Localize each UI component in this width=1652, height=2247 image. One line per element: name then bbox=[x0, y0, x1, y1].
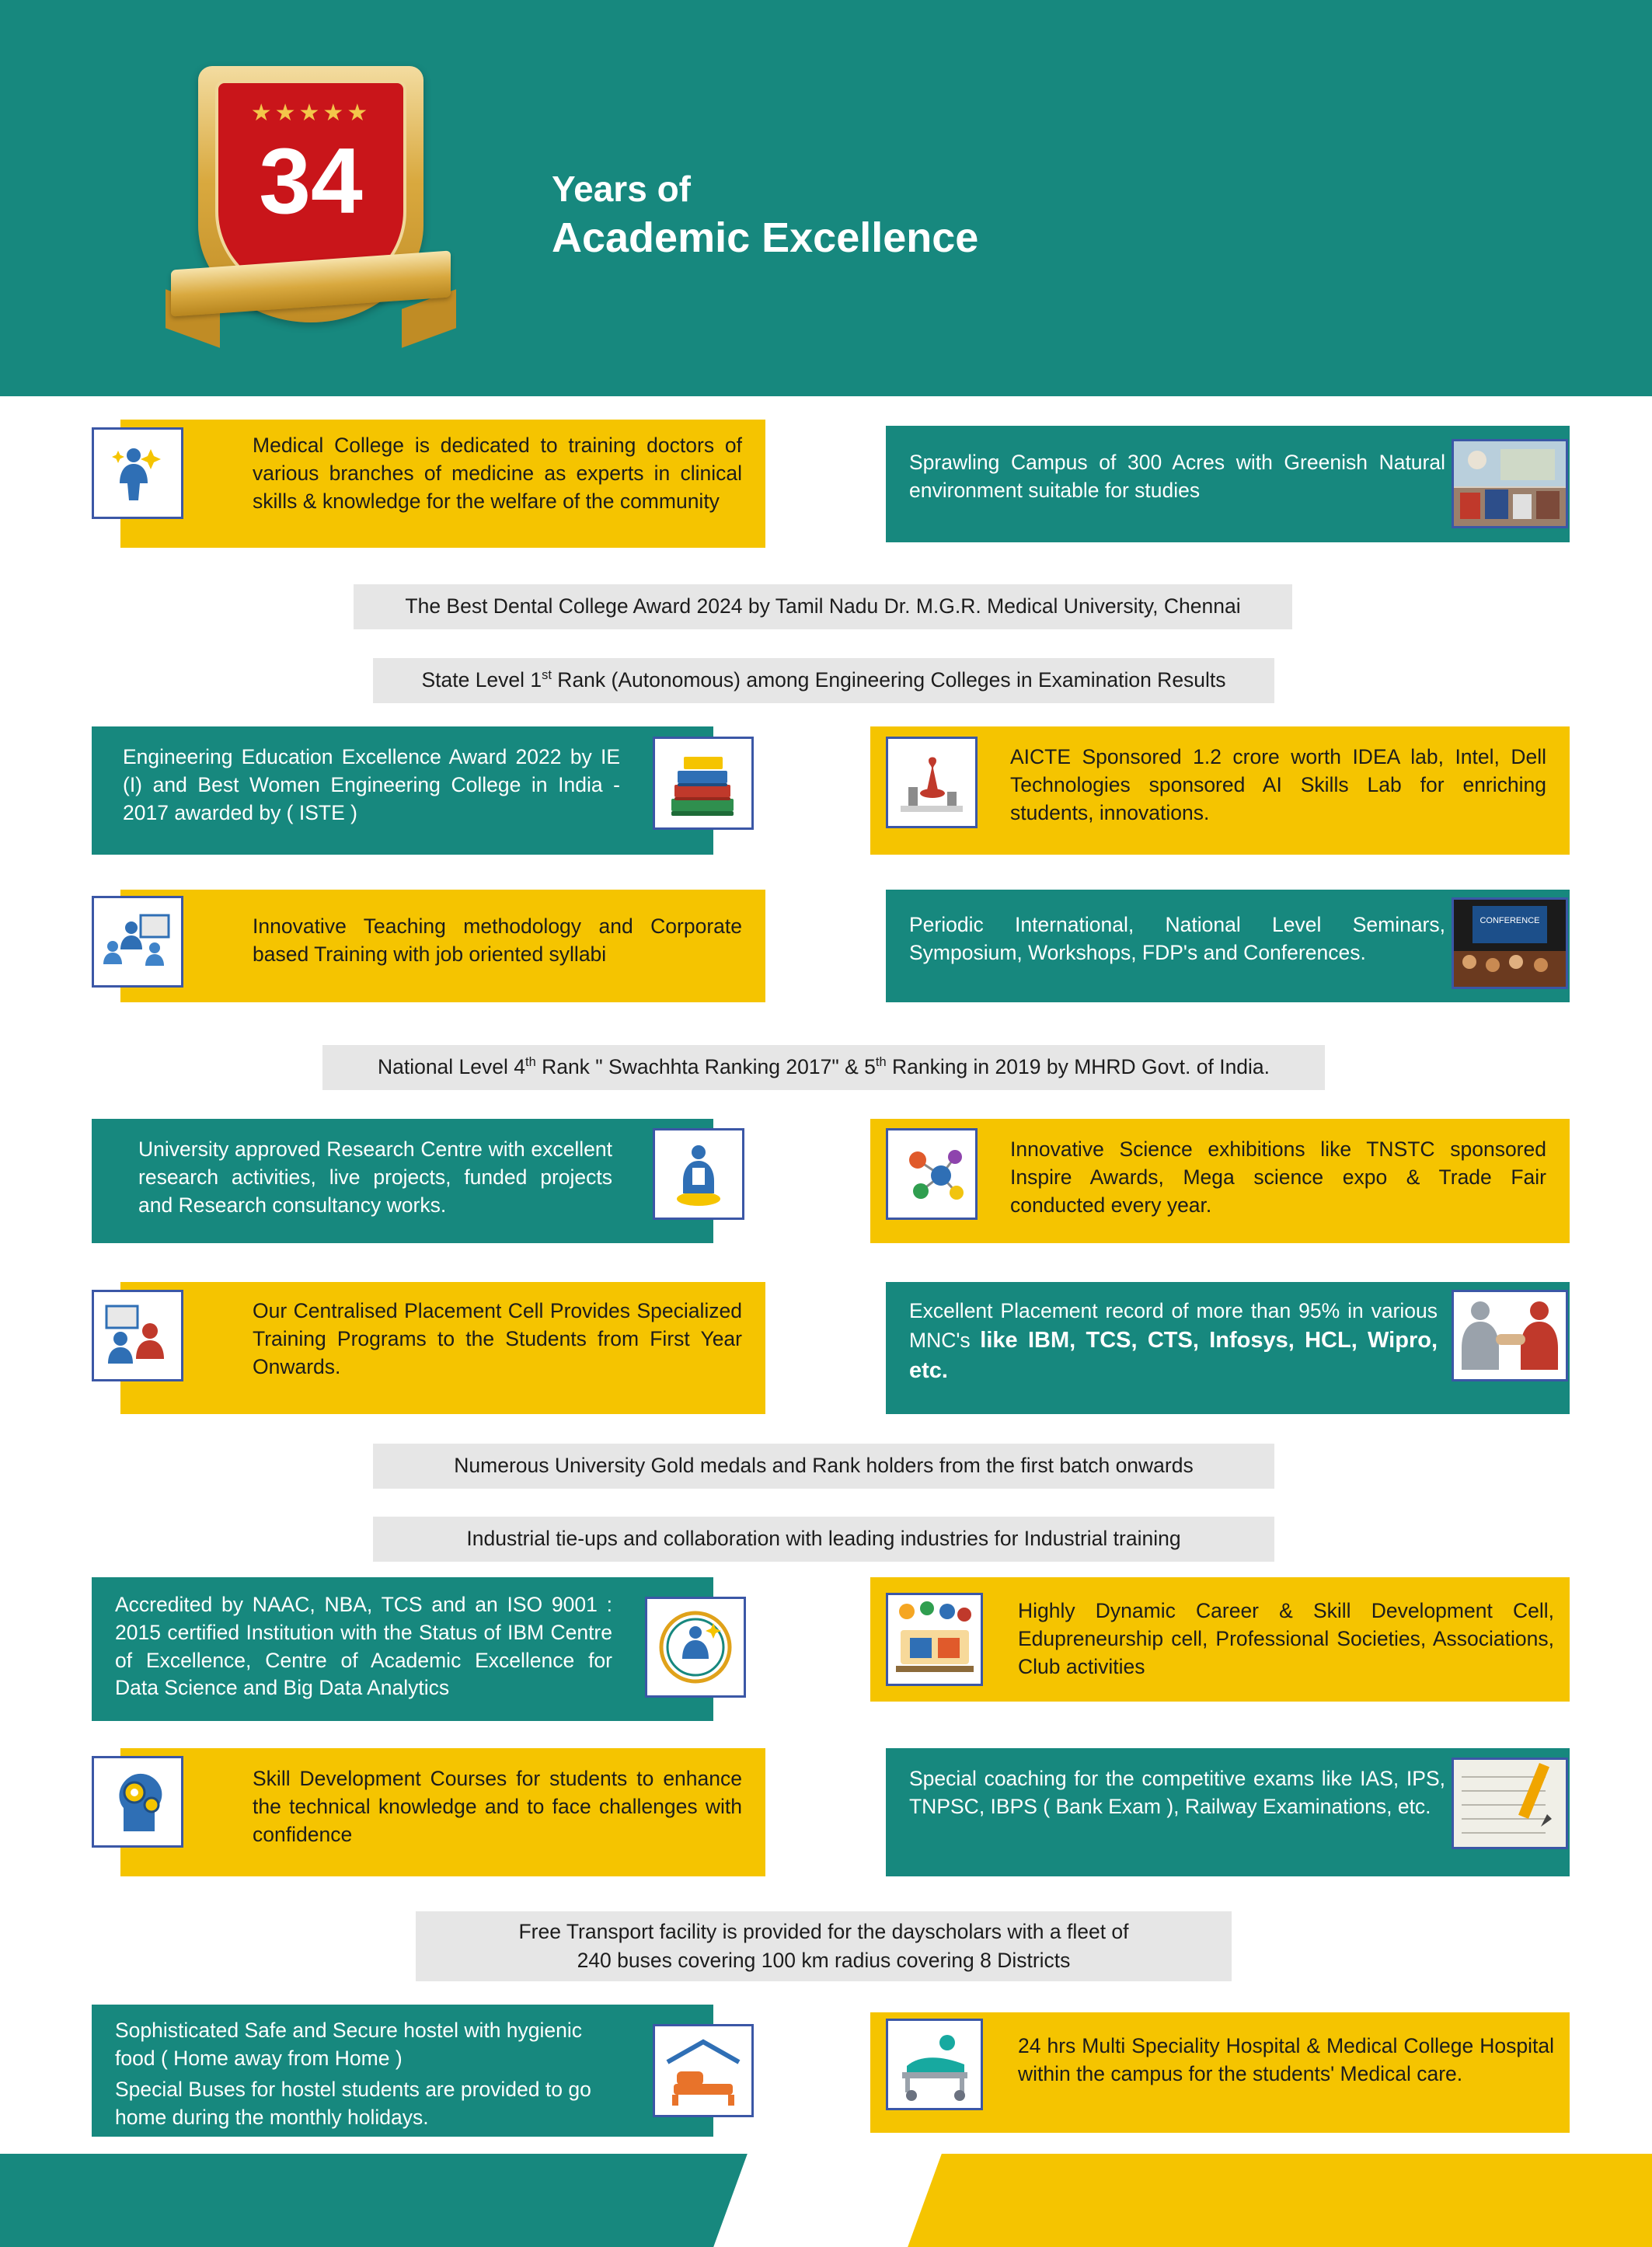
card-campus-text: Sprawling Campus of 300 Acres with Greenish Natural environment suitable for studies bbox=[909, 451, 1445, 502]
card-teaching-methodology bbox=[120, 890, 765, 1002]
campus-photo-icon bbox=[1452, 439, 1568, 528]
banner-swachhta-rank-text bbox=[378, 1053, 1270, 1082]
banner-transport-line2: 240 buses covering 100 km radius covering 8 Districts bbox=[577, 1949, 1071, 1972]
swachhta-sup1: th bbox=[525, 1055, 536, 1070]
banner-dental-award-text: The Best Dental College Award 2024 by Tamil Nadu Dr. M.G.R. Medical University, Chennai bbox=[405, 594, 1241, 618]
card-placement-record-text bbox=[909, 1298, 1438, 1386]
header-main-line: Academic Excellence bbox=[552, 214, 979, 261]
card-teaching-methodology-text: Innovative Teaching methodology and Corporate based Training with job oriented syllabi bbox=[253, 914, 742, 966]
state-rank-post: Rank (Autonomous) among Engineering Colleges in Examination Results bbox=[551, 668, 1226, 692]
card-placement-cell-text: Our Centralised Placement Cell Provides Specialized Training Programs to the Students from First Year Onwards. bbox=[253, 1299, 742, 1378]
hospital-bed-icon bbox=[886, 2019, 983, 2110]
card-career-cell-text: Highly Dynamic Career & Skill Development Cell, Edupreneurship cell, Professional Societies, Associations, Club activities bbox=[1018, 1599, 1554, 1678]
card-research-centre-text: University approved Research Centre with excellent research activities, live projects, funded projects and Research consultancy works. bbox=[138, 1137, 612, 1217]
placement-record-pre: Excellent Placement record of more than 95% in various MNC's bbox=[909, 1299, 1438, 1352]
footer-yellow-block bbox=[870, 2154, 1652, 2247]
card-hospital-text: 24 hrs Multi Speciality Hospital & Medical College Hospital within the campus for the students' Medical care. bbox=[1018, 2034, 1554, 2085]
achievement-person-icon bbox=[92, 427, 183, 519]
banner-industrial-tieups bbox=[373, 1517, 1274, 1562]
swachhta-post: Ranking in 2019 by MHRD Govt. of India. bbox=[886, 1055, 1270, 1079]
bed-icon bbox=[653, 2024, 754, 2117]
card-hostel bbox=[92, 2005, 713, 2137]
molecule-icon bbox=[886, 1128, 978, 1220]
card-competitive-coaching-text: Special coaching for the competitive exams like IAS, IPS, TNPSC, IBPS ( Bank Exam ), Railway Examinations, etc. bbox=[909, 1767, 1445, 1818]
card-research-centre bbox=[92, 1119, 713, 1243]
anniversary-badge bbox=[175, 66, 447, 354]
card-accreditation bbox=[92, 1577, 713, 1721]
card-engineering-award-text: Engineering Education Excellence Award 2022 by IE (I) and Best Women Engineering College in India - 2017 awarded by ( ISTE ) bbox=[123, 745, 620, 824]
placement-record-bold: like IBM, TCS, CTS, Infosys, HCL, Wipro, etc. bbox=[909, 1327, 1438, 1383]
card-medical-college-text: Medical College is dedicated to training doctors of various branches of medicine as experts in clinical skills & knowledge for the welfare of the community bbox=[253, 434, 742, 513]
card-aicte-lab-text: AICTE Sponsored 1.2 crore worth IDEA lab, Intel, Dell Technologies sponsored AI Skills Lab for enriching students, innovations. bbox=[1010, 745, 1546, 824]
banner-transport bbox=[416, 1911, 1232, 1981]
head-gears-icon bbox=[92, 1756, 183, 1848]
banner-dental-award bbox=[354, 584, 1292, 629]
career-icons bbox=[886, 1593, 983, 1686]
banner-gold-medals bbox=[373, 1444, 1274, 1489]
exam-sheet-icon bbox=[1452, 1758, 1568, 1849]
stars-icon: ★★★★★ bbox=[250, 100, 371, 126]
card-hostel-line2: Special Buses for hostel students are provided to go home during the monthly holidays. bbox=[115, 2078, 591, 2129]
swachhta-mid: Rank " Swachhta Ranking 2017" & 5 bbox=[535, 1055, 876, 1079]
placement-training-icon bbox=[92, 1290, 183, 1381]
accreditation-seal-icon bbox=[645, 1597, 746, 1698]
card-skill-courses bbox=[120, 1748, 765, 1876]
badge-number: 34 bbox=[259, 129, 363, 233]
card-seminars-text: Periodic International, National Level Seminars, Symposium, Workshops, FDP's and Conferences. bbox=[909, 913, 1445, 964]
header-subtitle-line: Years of bbox=[552, 169, 691, 209]
swachhta-sup2: th bbox=[875, 1055, 887, 1070]
banner-state-rank-text bbox=[421, 666, 1225, 695]
footer-white-divider bbox=[713, 2154, 942, 2247]
svg-text:CONFERENCE: CONFERENCE bbox=[1479, 916, 1540, 925]
banner-swachhta-rank bbox=[322, 1045, 1325, 1090]
header-title bbox=[552, 167, 978, 264]
handshake-icon bbox=[1452, 1290, 1568, 1381]
card-placement-cell bbox=[120, 1282, 765, 1414]
swachhta-pre: National Level 4 bbox=[377, 1055, 525, 1079]
header-banner bbox=[0, 0, 1652, 396]
chess-icon bbox=[886, 737, 978, 828]
researcher-icon bbox=[653, 1128, 744, 1220]
banner-industrial-tieups-text: Industrial tie-ups and collaboration with leading industries for Industrial training bbox=[466, 1527, 1181, 1551]
card-science-exhibitions-text: Innovative Science exhibitions like TNSTC sponsored Inspire Awards, Mega science expo & Trade Fair conducted every year. bbox=[1010, 1137, 1546, 1217]
conference-icon bbox=[1452, 897, 1568, 989]
card-engineering-award bbox=[92, 726, 713, 855]
card-skill-courses-text: Skill Development Courses for students to enhance the technical knowledge and to face challenges with confidence bbox=[253, 1767, 742, 1846]
state-rank-sup: st bbox=[542, 668, 552, 683]
books-icon bbox=[653, 737, 754, 830]
banner-state-rank bbox=[373, 658, 1274, 703]
training-icon bbox=[92, 896, 183, 988]
card-hostel-line1: Sophisticated Safe and Secure hostel with hygienic food ( Home away from Home ) bbox=[115, 2019, 583, 2070]
state-rank-pre: State Level 1 bbox=[421, 668, 542, 692]
card-medical-college bbox=[120, 420, 765, 548]
banner-gold-medals-text: Numerous University Gold medals and Rank holders from the first batch onwards bbox=[454, 1454, 1194, 1478]
banner-transport-line1: Free Transport facility is provided for the dayscholars with a fleet of bbox=[518, 1919, 1129, 1943]
card-accreditation-text: Accredited by NAAC, NBA, TCS and an ISO 9001 : 2015 certified Institution with the Status of IBM Centre of Excellence, Centre of Academic Excellence for Data Science and Big Data Analytics bbox=[115, 1593, 612, 1700]
